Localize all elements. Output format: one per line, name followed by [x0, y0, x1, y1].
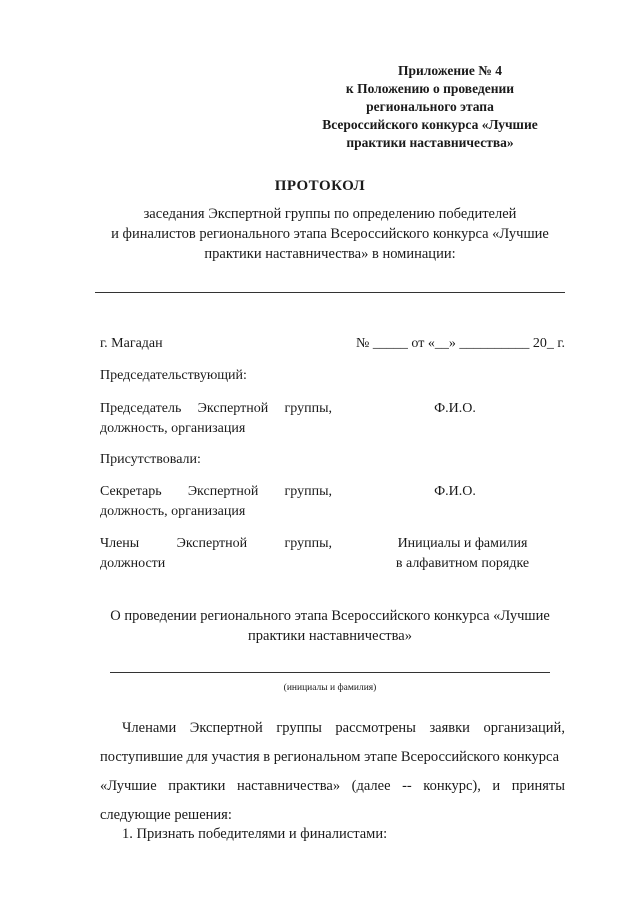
chair-word-3: группы, — [284, 401, 332, 416]
members-names — [385, 534, 540, 574]
appendix-line-3: регионального этапа — [366, 99, 494, 114]
city: г. Магадан — [100, 336, 163, 351]
appendix-header — [300, 62, 560, 152]
body-word: «Лучшие — [100, 778, 157, 794]
signature-note: (инициалы и фамилия) — [283, 683, 377, 693]
members-names-line-1: Инициалы и фамилия — [397, 536, 528, 551]
body-word: группы — [276, 720, 322, 736]
members-word-3: группы, — [284, 536, 332, 551]
body-word: практики — [168, 778, 226, 794]
body-word: организаций, — [483, 720, 565, 736]
members-role-line-1 — [100, 534, 332, 554]
about-line-1: О проведении регионального этапа Всероссийского конкурса «Лучшие — [110, 608, 550, 624]
protocol-subtitle — [90, 204, 570, 264]
subtitle-line-1: заседания Экспертной группы по определению победителей — [143, 206, 517, 222]
body-word: Членами — [122, 720, 177, 736]
nomination-blank-line — [95, 292, 565, 293]
chairing-heading: Председательствующий: — [100, 368, 247, 383]
secretary-role-line-2: должность, организация — [100, 504, 246, 519]
chair-role-line-1 — [100, 399, 332, 419]
chair-role — [100, 399, 332, 439]
body-line-1 — [100, 714, 565, 743]
secretary-word-1: Секретарь — [100, 484, 162, 499]
chair-fio: Ф.И.О. — [434, 401, 476, 416]
body-word: приняты — [511, 778, 565, 794]
appendix-line-5: практики наставничества» — [346, 135, 514, 150]
members-names-line-2: в алфавитном порядке — [395, 556, 530, 571]
secretary-role — [100, 482, 332, 522]
body-word: -- — [402, 778, 412, 794]
protocol-number-date: № _____ от «__» __________ 20_ г. — [356, 336, 565, 351]
secretary-fio: Ф.И.О. — [434, 484, 476, 499]
body-word: рассмотрены — [335, 720, 416, 736]
members-word-1: Члены — [100, 536, 140, 551]
body-word: и — [492, 778, 501, 794]
subtitle-line-2: и финалистов регионального этапа Всероссийского конкурса «Лучшие — [111, 226, 549, 242]
body-line-3 — [100, 772, 565, 801]
chair-role-line-2: должность, организация — [100, 421, 246, 436]
about-line-2: практики наставничества» — [248, 628, 412, 644]
body-line-4: следующие решения: — [100, 807, 232, 823]
protocol-title: ПРОТОКОЛ — [274, 178, 366, 194]
about-heading — [90, 606, 570, 646]
members-word-2: Экспертной — [176, 536, 248, 551]
secretary-role-line-1 — [100, 482, 332, 502]
body-word: конкурс), — [423, 778, 481, 794]
appendix-line-4: Всероссийского конкурса «Лучшие — [322, 117, 538, 132]
members-role-line-2: должности — [100, 556, 166, 571]
body-word: (далее — [351, 778, 391, 794]
chair-word-1: Председатель — [100, 401, 182, 416]
decision-paragraph — [100, 714, 565, 830]
body-word: заявки — [429, 720, 470, 736]
decision-item-1: 1. Признать победителями и финалистами: — [122, 826, 388, 842]
secretary-word-2: Экспертной — [187, 484, 259, 499]
city-date-row — [100, 336, 565, 352]
body-word: Экспертной — [189, 720, 263, 736]
appendix-line-2: к Положению о проведении — [345, 81, 515, 96]
appendix-number: Приложение № 4 — [398, 63, 502, 78]
body-word: наставничества» — [236, 778, 341, 794]
subtitle-line-3: практики наставничества» в номинации: — [204, 246, 456, 262]
body-line-2: поступившие для участия в региональном этапе Всероссийского конкурса — [100, 749, 560, 765]
signature-blank-line — [110, 672, 550, 673]
present-heading: Присутствовали: — [100, 452, 201, 467]
secretary-word-3: группы, — [284, 484, 332, 499]
chair-word-2: Экспертной — [197, 401, 269, 416]
members-role — [100, 534, 332, 574]
